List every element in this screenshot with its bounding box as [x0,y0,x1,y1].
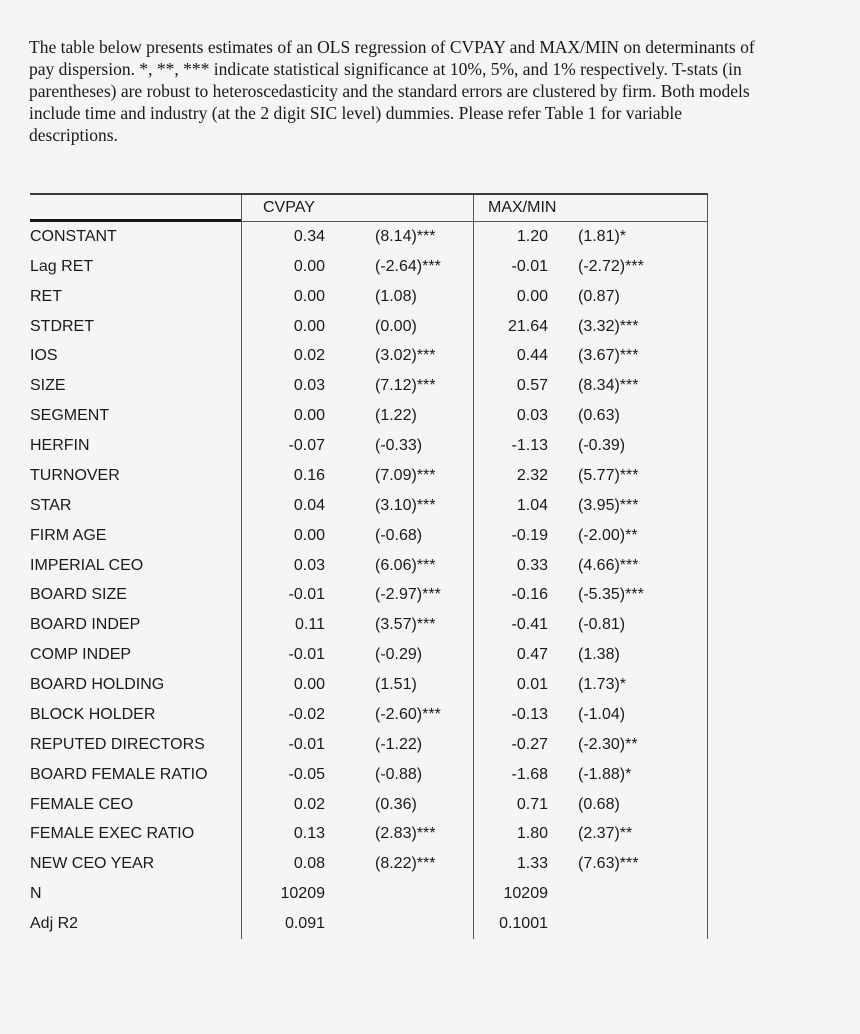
maxmin-tstat: (7.63)*** [548,849,708,879]
table-row [30,222,708,252]
table-row [30,342,708,372]
table-row [30,760,708,790]
row-label: BOARD SIZE [30,586,127,604]
maxmin-coefficient: 0.00 [473,282,548,312]
cvpay-coefficient: 0.04 [241,491,325,521]
table-row [30,461,708,491]
cvpay-coefficient: 0.091 [241,909,325,939]
cvpay-coefficient: 0.34 [241,222,325,252]
table-row [30,849,708,879]
maxmin-coefficient: -0.19 [473,521,548,551]
cvpay-tstat: (8.14)*** [375,227,436,245]
maxmin-coefficient: 0.47 [473,640,548,670]
table-row [30,730,708,760]
cvpay-tstat: (3.57)*** [375,616,436,634]
maxmin-coefficient: -0.27 [473,730,548,760]
row-label: NEW CEO YEAR [30,855,155,873]
table-row [30,879,708,909]
cvpay-tstat: (1.22) [375,407,417,425]
row-label: IMPERIAL CEO [30,556,144,574]
cvpay-coefficient: 0.03 [241,551,325,581]
cvpay-tstat [325,879,473,909]
table-row [30,401,708,431]
cvpay-coefficient: 0.16 [241,461,325,491]
maxmin-coefficient: 0.03 [473,401,548,431]
table-header-row [30,195,708,222]
maxmin-tstat: (1.73)* [548,670,708,700]
cvpay-coefficient: 0.11 [241,610,325,640]
row-label: BOARD INDEP [30,616,141,634]
row-label: TURNOVER [30,466,120,484]
maxmin-coefficient: 0.01 [473,670,548,700]
cvpay-tstat: (6.06)*** [375,556,436,574]
table-row [30,282,708,312]
maxmin-coefficient: 0.33 [473,551,548,581]
row-label: BOARD HOLDING [30,676,165,694]
maxmin-coefficient: 0.44 [473,342,548,372]
row-label: SIZE [30,377,66,395]
maxmin-coefficient: 1.80 [473,820,548,850]
maxmin-tstat: (5.77)*** [548,461,708,491]
table-row [30,551,708,581]
table-row [30,640,708,670]
cvpay-coefficient: 0.00 [241,312,325,342]
cvpay-coefficient: 0.00 [241,401,325,431]
cvpay-coefficient: 0.00 [241,282,325,312]
column-header-maxmin: MAX/MIN [473,195,708,222]
cvpay-coefficient: 0.02 [241,342,325,372]
cvpay-tstat: (-0.33) [375,437,423,455]
maxmin-tstat [548,879,708,909]
cvpay-coefficient: 10209 [241,879,325,909]
table-row [30,700,708,730]
maxmin-coefficient: 2.32 [473,461,548,491]
row-label: Lag RET [30,257,94,275]
cvpay-tstat: (2.83)*** [375,825,436,843]
maxmin-coefficient: -0.41 [473,610,548,640]
cvpay-coefficient: 0.00 [241,521,325,551]
description-line: pay dispersion. *, **, *** indicate statistical significance at 10%, 5%, and 1% respectively. T-stats (in [29,59,742,79]
cvpay-tstat: (1.08) [375,287,417,305]
maxmin-tstat: (0.63) [548,401,708,431]
cvpay-coefficient: -0.07 [241,431,325,461]
table-row [30,610,708,640]
row-label: FIRM AGE [30,526,107,544]
row-label: SEGMENT [30,407,110,425]
maxmin-coefficient: -1.68 [473,760,548,790]
maxmin-tstat: (0.68) [548,790,708,820]
table-row [30,252,708,282]
cvpay-tstat: (3.02)*** [375,347,436,365]
maxmin-coefficient: 0.71 [473,790,548,820]
maxmin-coefficient: 1.33 [473,849,548,879]
cvpay-tstat: (-2.97)*** [375,586,441,604]
cvpay-coefficient: 0.08 [241,849,325,879]
maxmin-tstat: (3.32)*** [548,312,708,342]
table-row [30,909,708,939]
cvpay-tstat: (-0.29) [375,646,423,664]
description-line: descriptions. [29,125,118,145]
cvpay-coefficient: -0.01 [241,730,325,760]
table-row [30,312,708,342]
regression-table [30,193,708,939]
maxmin-tstat: (1.81)* [548,222,708,252]
maxmin-tstat [548,909,708,939]
cvpay-tstat: (1.51) [375,676,417,694]
row-label: STAR [30,496,72,514]
cvpay-coefficient: 0.02 [241,790,325,820]
cvpay-tstat: (0.00) [375,317,417,335]
cvpay-tstat: (-0.68) [375,526,423,544]
cvpay-tstat: (-1.22) [375,735,423,753]
maxmin-tstat: (-1.88)* [548,760,708,790]
table-description [29,36,839,146]
cvpay-tstat: (-0.88) [375,765,423,783]
cvpay-coefficient: -0.01 [241,581,325,611]
row-label: REPUTED DIRECTORS [30,735,205,753]
cvpay-tstat: (7.09)*** [375,466,436,484]
row-label: HERFIN [30,437,90,455]
row-label: Adj R2 [30,915,79,933]
row-label: RET [30,287,62,305]
maxmin-coefficient: -0.01 [473,252,548,282]
table-row [30,491,708,521]
table-body [30,222,708,939]
description-line: parentheses) are robust to heteroscedasticity and the standard errors are clustered by firm. Both models [29,81,750,101]
row-label: N [30,885,42,903]
maxmin-tstat: (0.87) [548,282,708,312]
cvpay-tstat: (3.10)*** [375,496,436,514]
maxmin-coefficient: 1.20 [473,222,548,252]
maxmin-coefficient: 1.04 [473,491,548,521]
description-line: The table below presents estimates of an OLS regression of CVPAY and MAX/MIN on determinants of [29,37,755,57]
table-row [30,431,708,461]
maxmin-tstat: (-1.04) [548,700,708,730]
maxmin-coefficient: -0.16 [473,581,548,611]
table-row [30,790,708,820]
table-row [30,521,708,551]
table-row [30,581,708,611]
maxmin-coefficient: -1.13 [473,431,548,461]
maxmin-tstat: (3.95)*** [548,491,708,521]
table-row [30,670,708,700]
cvpay-coefficient: -0.01 [241,640,325,670]
row-label: FEMALE CEO [30,795,134,813]
cvpay-coefficient: -0.02 [241,700,325,730]
maxmin-tstat: (4.66)*** [548,551,708,581]
table-row [30,820,708,850]
maxmin-tstat: (8.34)*** [548,371,708,401]
maxmin-coefficient: 10209 [473,879,548,909]
cvpay-tstat: (7.12)*** [375,377,436,395]
table-row [30,371,708,401]
cvpay-tstat: (-2.60)*** [375,705,441,723]
maxmin-tstat: (-2.72)*** [548,252,708,282]
stub-header-cell [30,195,241,222]
maxmin-coefficient: 0.1001 [473,909,548,939]
row-label: BLOCK HOLDER [30,705,156,723]
description-line: include time and industry (at the 2 digit SIC level) dummies. Please refer Table 1 for variable [29,103,683,123]
cvpay-tstat: (0.36) [375,795,417,813]
cvpay-coefficient: 0.13 [241,820,325,850]
maxmin-coefficient: 21.64 [473,312,548,342]
column-header-cvpay: CVPAY [241,195,473,222]
row-label: COMP INDEP [30,646,132,664]
maxmin-tstat: (-0.39) [548,431,708,461]
row-label: FEMALE EXEC RATIO [30,825,195,843]
cvpay-tstat [325,909,473,939]
row-label: BOARD FEMALE RATIO [30,765,208,783]
cvpay-tstat: (-2.64)*** [375,257,441,275]
maxmin-tstat: (-2.30)** [548,730,708,760]
row-label: IOS [30,347,58,365]
row-label: CONSTANT [30,227,117,245]
cvpay-coefficient: 0.03 [241,371,325,401]
cvpay-tstat: (8.22)*** [375,855,436,873]
maxmin-tstat: (3.67)*** [548,342,708,372]
cvpay-coefficient: 0.00 [241,252,325,282]
maxmin-tstat: (-2.00)** [548,521,708,551]
maxmin-tstat: (-5.35)*** [548,581,708,611]
maxmin-coefficient: -0.13 [473,700,548,730]
maxmin-coefficient: 0.57 [473,371,548,401]
maxmin-tstat: (-0.81) [548,610,708,640]
cvpay-coefficient: 0.00 [241,670,325,700]
maxmin-tstat: (2.37)** [548,820,708,850]
cvpay-coefficient: -0.05 [241,760,325,790]
row-label: STDRET [30,317,94,335]
maxmin-tstat: (1.38) [548,640,708,670]
